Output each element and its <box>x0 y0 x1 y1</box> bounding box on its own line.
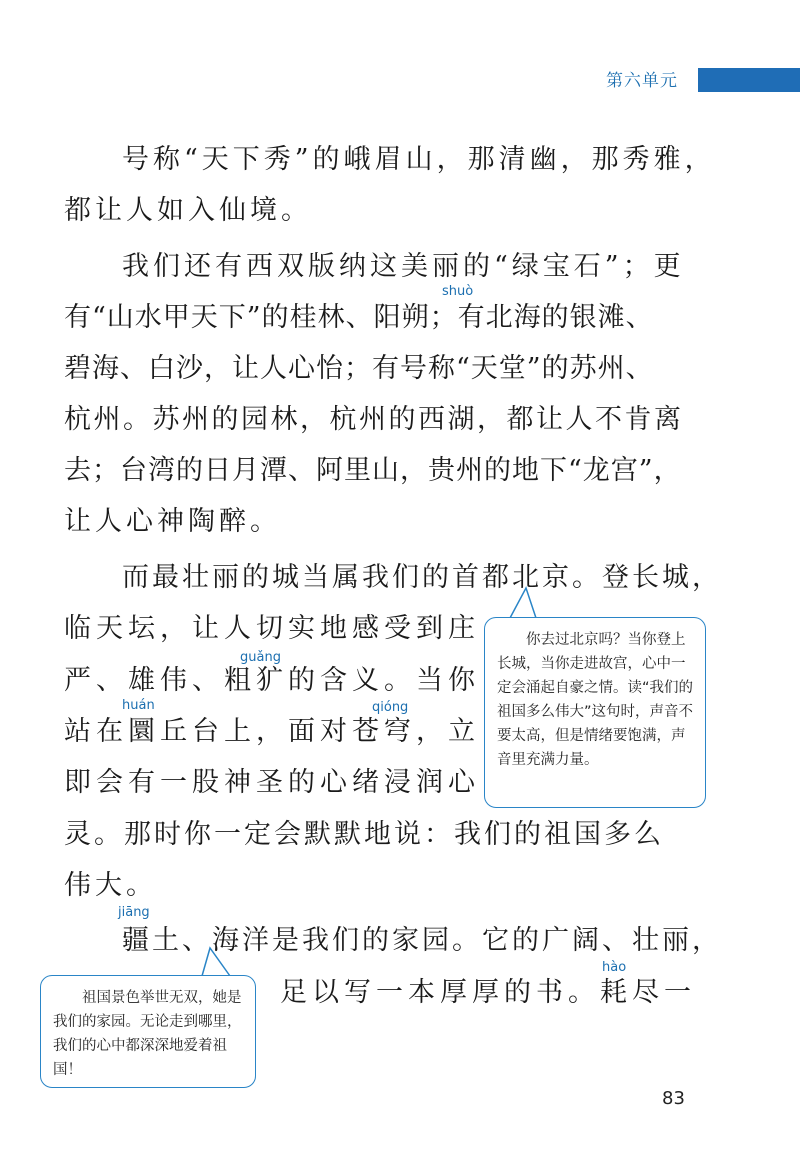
text-line-13: 即会有一股神圣的心绪浸润心 <box>64 767 480 798</box>
page-number: 83 <box>662 1088 685 1109</box>
unit-header <box>580 62 800 94</box>
text-line-16: 疆土、海洋是我们的家园。它的广阔、壮丽， <box>122 925 722 956</box>
unit-color-bar <box>698 68 800 92</box>
text-line-11: 严、雄伟、粗犷的含义。当你 <box>64 665 480 696</box>
reading-tip-text-beijing: 你去过北京吗？当你登上长城，当你走进故宫，心中一定会涌起自豪之情。读“我们的祖国多么伟大”这句时，声音不要太高，但是情绪要饱满，声音里充满力量。 <box>497 632 694 768</box>
text-line-2: 都让人如入仙境。 <box>64 195 312 226</box>
text-line-14: 灵。那时你一定会默默地说：我们的祖国多么 <box>64 819 664 850</box>
pinyin-huan: huán <box>122 698 155 713</box>
bubble-tail-beijing <box>506 584 546 620</box>
text-line-3: 我们还有西双版纳这美丽的“绿宝石”；更 <box>122 251 685 282</box>
text-line-10: 临天坛，让人切实地感受到庄 <box>64 613 480 644</box>
bubble-tail-homeland <box>196 944 240 978</box>
pinyin-hao: hào <box>602 960 627 975</box>
text-line-5: 碧海、白沙，让人心怡；有号称“天堂”的苏州、 <box>64 353 654 384</box>
note-bubble-homeland <box>40 975 256 1088</box>
pinyin-qiong: qióng <box>372 700 409 715</box>
text-line-8: 让人心神陶醉。 <box>64 506 281 537</box>
note-text-homeland: 祖国景色举世无双，她是我们的家园。无论走到哪里，我们的心中都深深地爱着祖国！ <box>53 990 242 1078</box>
pinyin-guang: guǎng <box>240 650 281 665</box>
text-line-7: 去；台湾的日月潭、阿里山，贵州的地下“龙宫”， <box>64 455 682 486</box>
pinyin-jiang: jiāng <box>118 905 150 920</box>
text-line-9: 而最壮丽的城当属我们的首都北京。登长城， <box>122 562 722 593</box>
text-line-4: 有“山水甲天下”的桂林、阳朔；有北海的银滩、 <box>64 302 654 333</box>
text-line-17: 足以写一本厚厚的书。耗尽一 <box>280 977 696 1008</box>
text-line-15: 伟大。 <box>64 870 157 901</box>
text-line-12: 站在圜丘台上，面对苍穹，立 <box>64 716 480 747</box>
text-line-6: 杭州。苏州的园林，杭州的西湖，都让人不肯离 <box>64 404 684 435</box>
reading-tip-bubble-beijing <box>484 617 706 808</box>
text-line-1: 号称“天下秀”的峨眉山，那清幽，那秀雅， <box>122 144 716 175</box>
pinyin-shuo: shuò <box>442 284 474 299</box>
unit-title: 第六单元 <box>606 71 678 91</box>
